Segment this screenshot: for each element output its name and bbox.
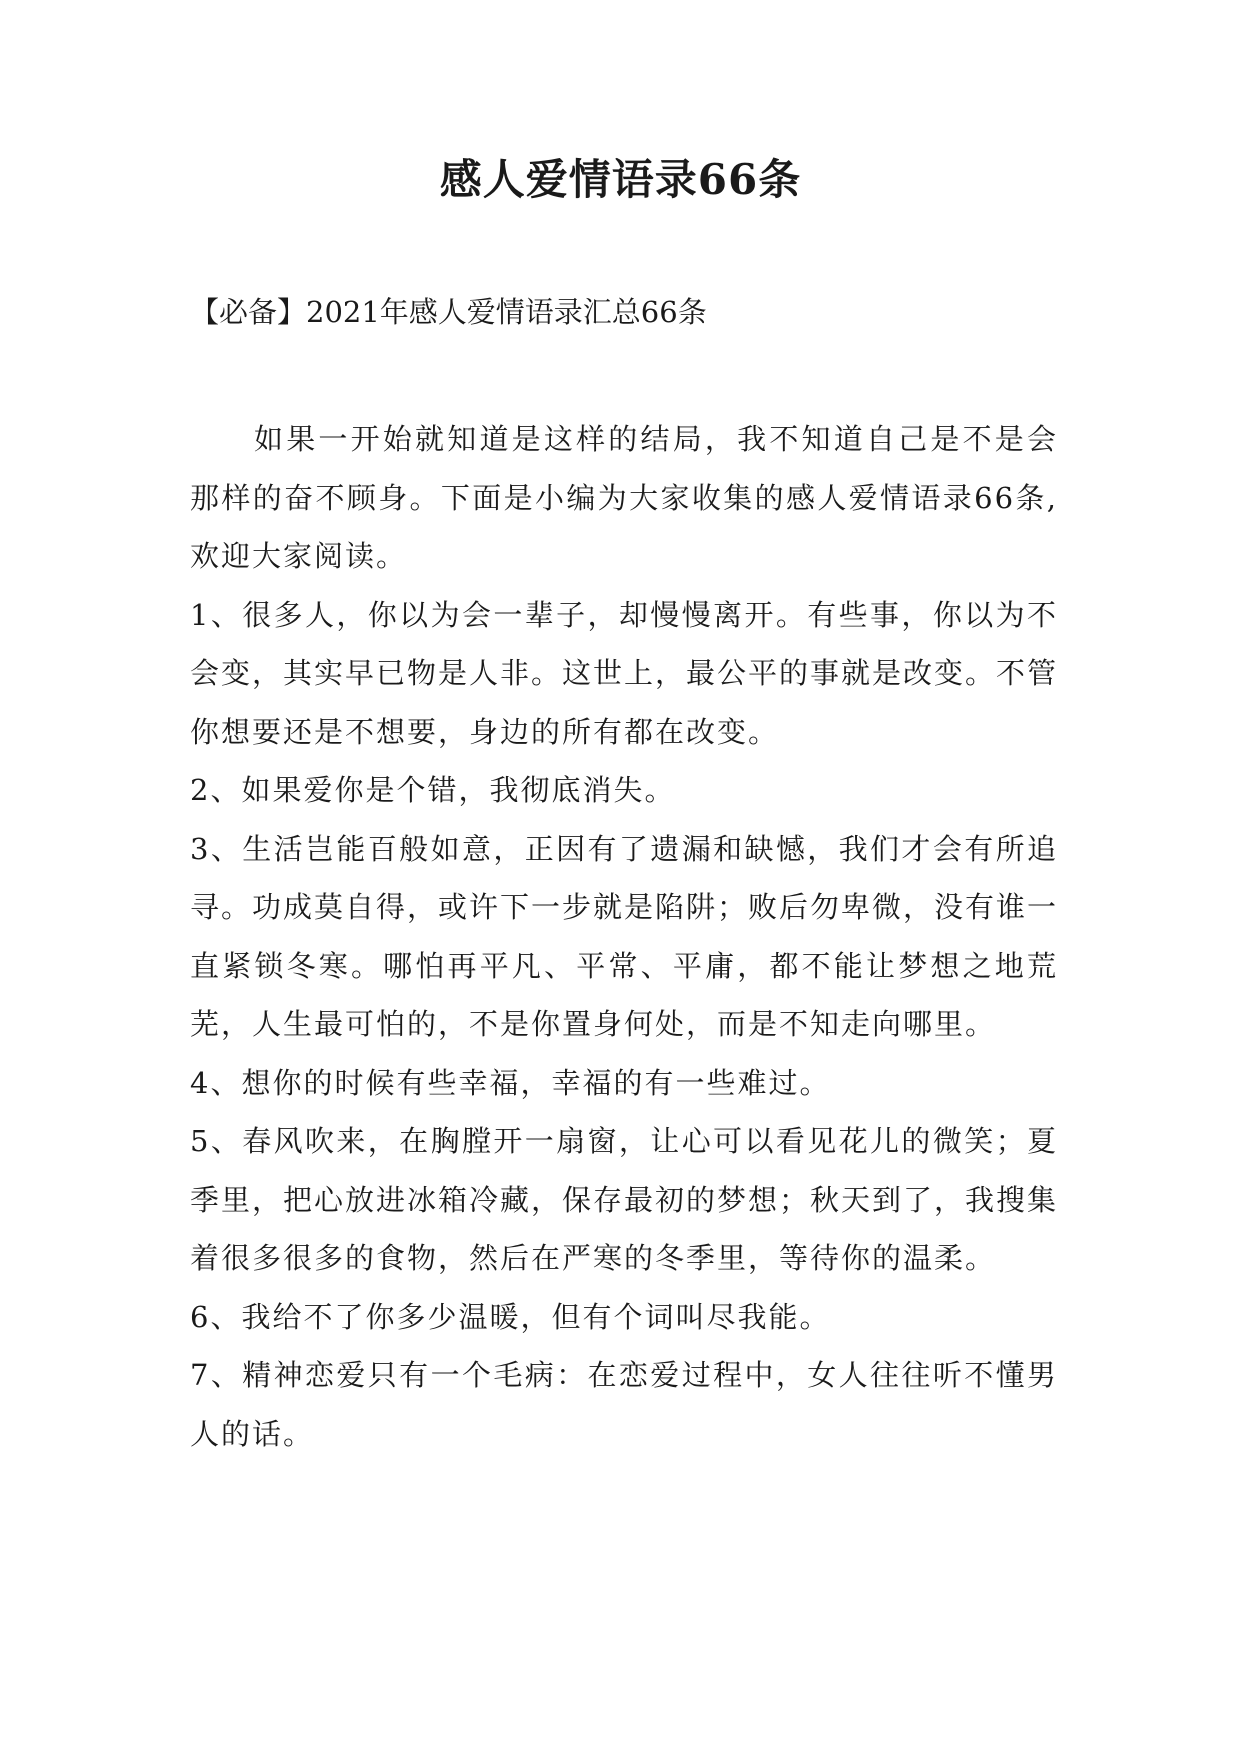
document-title: 感人爱情语录66条: [439, 155, 802, 204]
intro-paragraph: 如果一开始就知道是这样的结局，我不知道自己是不是会那样的奋不顾身。下面是小编为大家收集的感人爱情语录66条,欢迎大家阅读。: [190, 422, 1058, 573]
list-item-4: 4、想你的时候有些幸福，幸福的有一些难过。: [190, 1065, 831, 1100]
document-body: [190, 410, 1058, 1463]
list-item-7: 7、精神恋爱只有一个毛病：在恋爱过程中，女人往往听不懂男人的话。: [190, 1358, 1058, 1451]
list-item-6: 6、我给不了你多少温暖，但有个词叫尽我能。: [190, 1299, 831, 1334]
list-item-3: 3、生活岂能百般如意，正因有了遗漏和缺憾，我们才会有所追寻。功成莫自得，或许下一步就是陷阱；败后勿卑微，没有谁一直紧锁冬寒。哪怕再平凡、平常、平庸，都不能让梦想之地荒芜，人生最可怕的，不是你置身何处，而是不知走向哪里。: [190, 831, 1059, 1041]
list-item-2: 2、如果爱你是个错，我彻底消失。: [190, 773, 676, 807]
document-subtitle: 【必备】2021年感人爱情语录汇总66条: [190, 295, 707, 329]
list-item-5: 5、春风吹来，在胸膛开一扇窗，让心可以看见花儿的微笑；夏季里，把心放进冰箱冷藏，保存最初的梦想；秋天到了，我搜集着很多很多的食物，然后在严寒的冬季里，等待你的温柔。: [190, 1124, 1059, 1275]
list-item-1: 1、很多人，你以为会一辈子，却慢慢离开。有些事，你以为不会变，其实早已物是人非。这世上，最公平的事就是改变。不管你想要还是不想要，身边的所有都在改变。: [190, 597, 1059, 749]
